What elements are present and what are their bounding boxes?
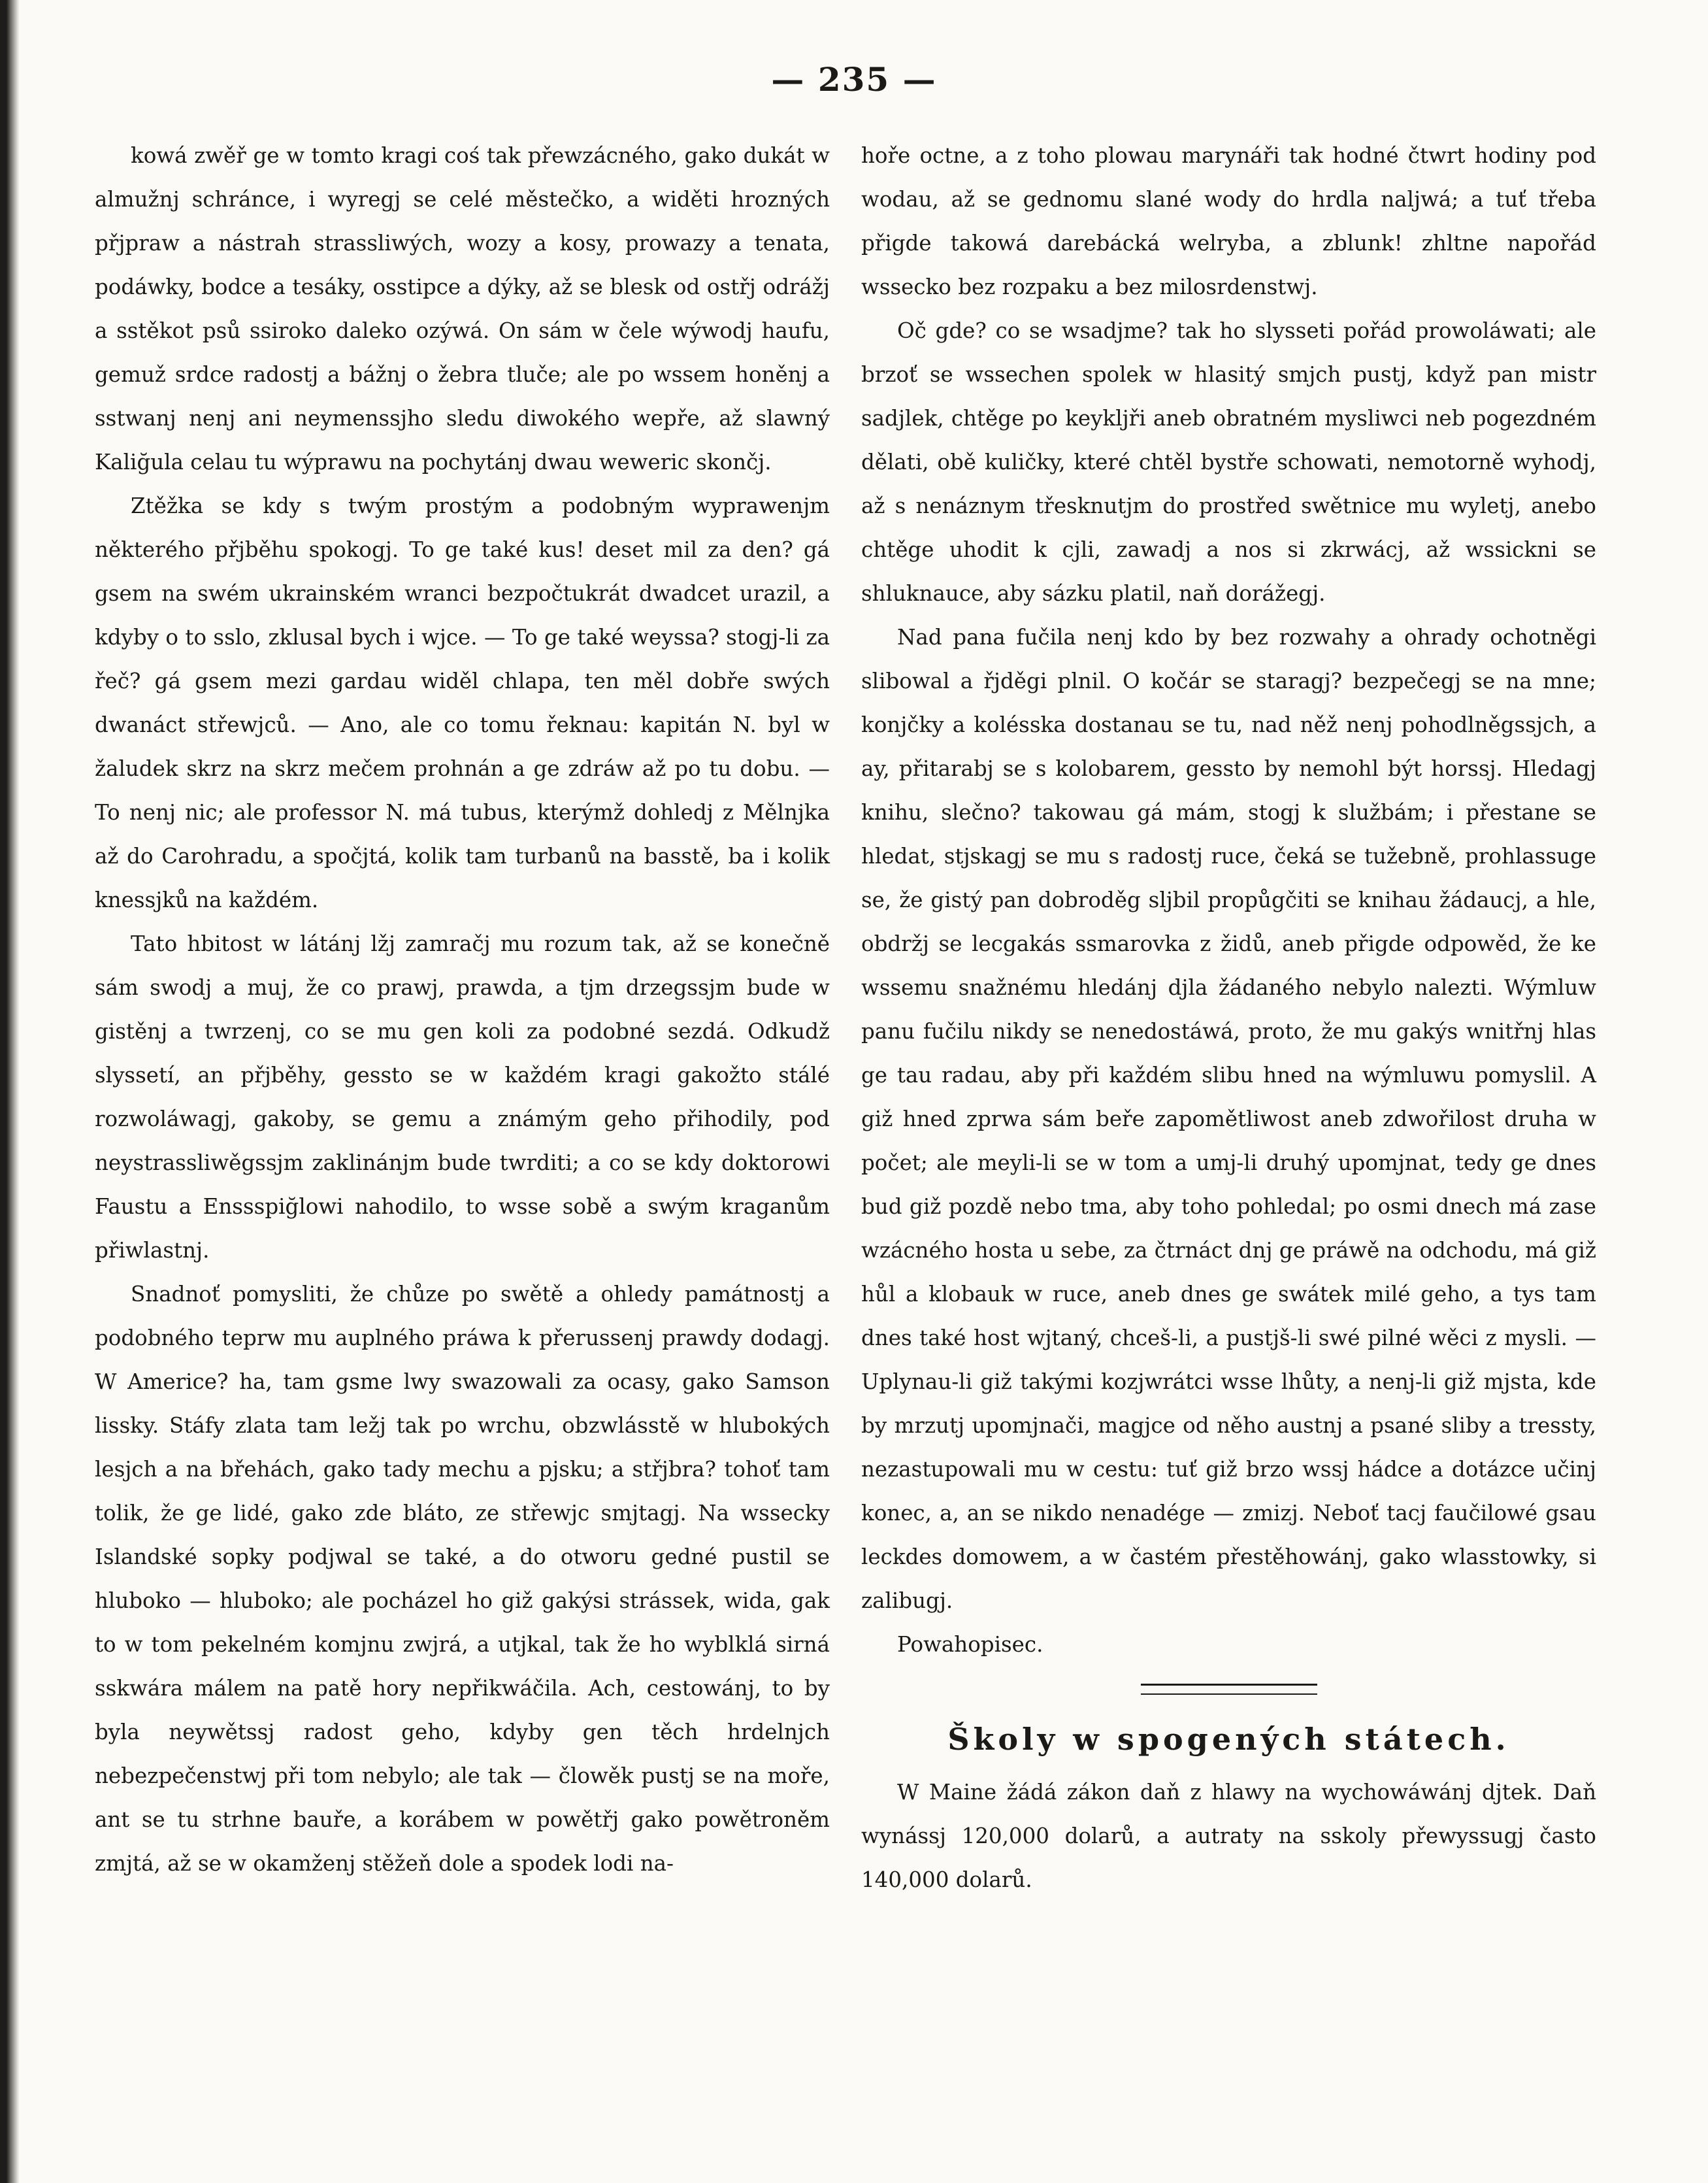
left-paragraph-2: Ztěžka se kdy s twým prostým a podobným wyprawenjm některého přjběhu spokogj. To ge také kus! deset mil za den? gá gsem na swém ukrainském wranci bezpočtukrát dwadcet urazil, a kdyby o to sslo, zklusal bych i wjce. — To ge také weyssa? stogj-li za řeč? gá gsem mezi gardau widěl chlapa, ten měl dobře swých dwanáct střewjců. — Ano, ale co tomu řeknau: kapitán N. byl w žaludek skrz na skrz mečem prohnán a ge zdráw až po tu dobu. — To nenj nic; ale professor N. má tubus, kterýmž dohledj z Mělnjka až do Carohradu, a spočjtá, kolik tam turbanů na basstě, ba i kolik knessjků na každém. [95,493,830,912]
right-paragraph-3: Nad pana fučila nenj kdo by bez rozwahy a ohrady ochotněgi slibowal a řjděgi plnil. O kočár se staragj? bezpečegj se na mne; konjčky a kolésska dostanau se tu, nad něž nenj pohodlněgssjch, a ay, přitarabj se s kolobarem, gessto by nemohl být horssj. Hledagj knihu, slečno? takowau gá mám, stogj k službám; i přestane se hledat, stjskagj se mu s radostj ruce, čeká se tužebně, prohlassuge se, že gistý pan dobroděg sljbil propůgčiti se knihau žádaucj, a hle, obdržj se lecgakás ssmarovka z židů, aneb přigde odpowěd, že ke wssemu snažnému hledánj djla žádaného nebylo nalezti. Wýmluw panu fučilu nikdy se nenedostáwá, proto, že mu gakýs wnitřnj hlas ge tau radau, aby při každém slibu hned na wýmluwu pomyslil. A giž hned zprwa sám beře zapomětliwost aneb zdwořilost druha w počet; ale meyli-li se w tom a umj-li druhý upomjnat, tedy ge dnes bud giž pozdě nebo tma, aby toho pohledal; po osmi dnech má zase wzácného hosta u sebe, za čtrnáct dnj ge práwě na odchodu, má giž hůl a klobauk w ruce, aneb dnes ge swátek milé geho, a tys tam dnes také host wjtaný, chceš-li, a pustjš-li swé pilné wěci z mysli. — Uplynau-li giž takými kozjwrátci wsse lhůty, a nenj-li giž mjsta, kde by mrzutj upomjnači, magjce od něho austnj a psané sliby a tressty, nezastupowali mu w cestu: tuť giž brzo wssj hádce a dotázce učinj konec, a, an se nikdo nenadége — zmizj. Neboť tacj faučilowé gsau leckdes domowem, a w častém přestěhowánj, gako wlasstowky, si zalibugj. [861,625,1596,1613]
page-number: — 235 — [771,60,937,99]
left-column [95,134,830,1886]
left-paragraph-4: Snadnoť pomysliti, že chůze po swětě a ohledy památnostj a podobného teprw mu auplného práwa k přerussenj prawdy dodagj. W Americe? ha, tam gsme lwy swazowali za ocasy, gako Samson lissky. Stáfy zlata tam ležj tak po wrchu, obzwlásstě w hlubokých lesjch a na břehách, gako tady mechu a pjsku; a střjbra? tohoť tam tolik, že ge lidé, gako zde bláto, ze střewjc smjtagj. Na wssecky Islandské sopky podjwal se také, a do otworu gedné pustil se hluboko — hluboko; ale pocházel ho giž gakýsi strássek, wida, gak to w tom pekelném komjnu zwjrá, a utjkal, tak že ho wyblklá sirná sskwára málem na patě hory nepřikwáčila. Ach, cestowánj, to by byla neywětssj radost geho, kdyby gen těch hrdelnjch nebezpečenstwj při tom nebylo; ale tak — člowěk pustj se na moře, ant se tu strhne bauře, a korábem w powětřj gako powětroněm zmjtá, až se w okamženj stěžeň dole a spodek lodi na- [95,1282,830,1876]
section-divider [1141,1684,1317,1695]
section-paragraph: W Maine žádá zákon daň z hlawy na wychowáwánj djtek. Daň wynássj 120,000 dolarů, a autraty na sskoly přewyssugj často 140,000 dolarů. [861,1780,1596,1892]
right-paragraph-1: hoře octne, a z toho plowau marynáři tak hodné čtwrt hodiny pod wodau, až se gednomu slané wody do hrdla naljwá; a tuť třeba přigde takowá darebácká welryba, a zblunk! zhltne napořád wssecko bez rozpaku a bez milosrdenstwj. [861,143,1596,299]
left-paragraph-3: Tato hbitost w látánj lžj zamračj mu rozum tak, až se konečně sám swodj a muj, že co prawj, prawda, a tjm drzegssjm bude w gistěnj a twrzenj, co se mu gen koli za podobné sezdá. Odkudž slyssetí, an přjběhy, gessto se w každém kragi gakožto stálé rozwoláwagj, gakoby, se gemu a známým geho přihodily, pod neystrassliwěgssjm zaklinánjm bude twrditi; a co se kdy doktorowi Faustu a Enssspiğlowi nahodilo, to wsse sobě a swým kraganům přiwlastnj. [95,931,830,1263]
right-column [861,134,1596,1902]
section-title: Školy w spogených státech. [947,1722,1510,1757]
right-paragraph-2: Oč gde? co se wsadjme? tak ho slysseti pořád prowoláwati; ale brzoť se wssechen spolek w hlasitý smjch pustj, když pan mistr sadjlek, chtěge po keykljři aneb obratném mysliwci neb pogezdném dělati, obě kuličky, které chtěl bystře schowati, nemotorně wyhodj, až s nenáznym třesknutjm do prostřed swětnice mu wyletj, anebo chtěge uhodit k cjli, zawadj a nos si zkrwácj, až wssickni se shluknauce, aby sázku platil, naň dorážegj. [861,318,1596,606]
scan-edge [0,0,20,2183]
left-paragraph-1: kowá zwěř ge w tomto kragi coś tak přewzácného, gako dukát w almužnj schránce, i wyregj se celé městečko, a widěti hrozných přjpraw a nástrah strassliwých, wozy a kosy, prowazy a tenata, podáwky, bodce a tesáky, osstipce a dýky, až se blesk od ostřj odrážj a sstěkot psů ssiroko daleko ozýwá. On sám w čele wýwodj haufu, gemuž srdce radostj a bážnj o žebra tluče; ale po wssem honěnj a sstwanj nenj ani neymenssjho sledu diwokého wepře, až slawný Kaliğula celau tu wýprawu na pochytánj dwau weweric skončj. [95,143,830,475]
author-signature: Powahopisec. [897,1632,1043,1657]
